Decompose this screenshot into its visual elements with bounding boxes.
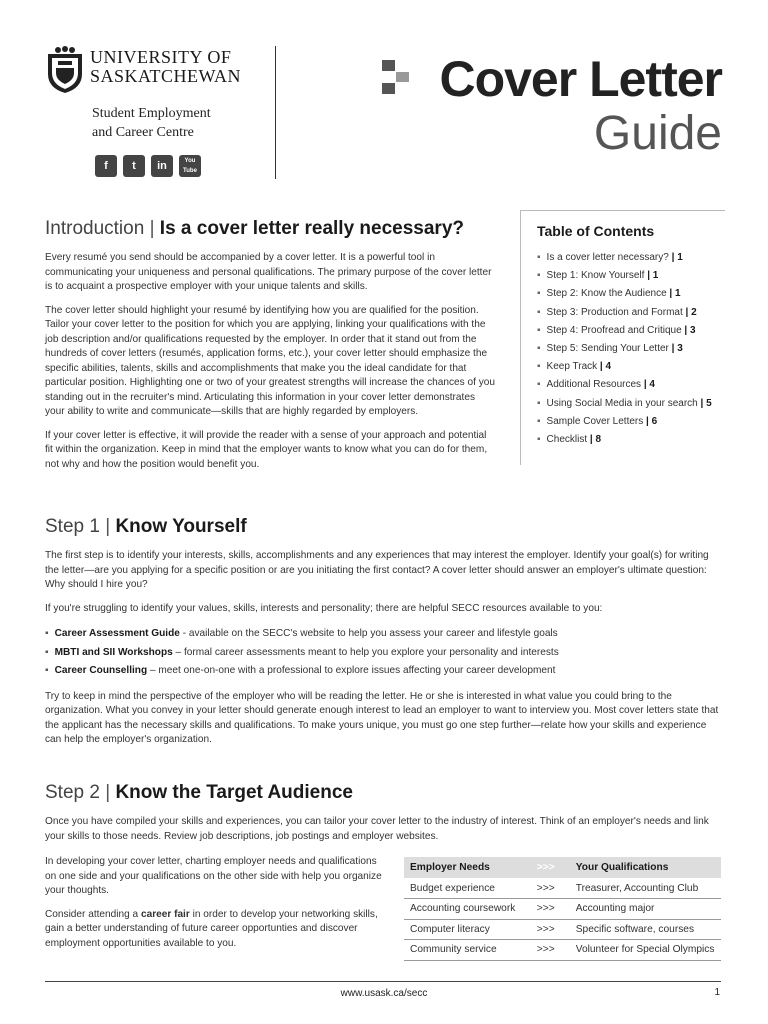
- toc-title: Table of Contents: [537, 223, 655, 239]
- introduction-section: [45, 218, 495, 481]
- header-divider: [275, 46, 276, 179]
- intro-paragraph: The cover letter should highlight your resumé by identifying how you are qualified for the position. Tailor your cover letter to the position for which you are applying, linking your qualifications with the job description and/or qualifications requested by the employer. In order that it stand out from the hundreds of cover letters (resumés, application forms, etc.), your cover letter should emphasize the specific abilities, talents, skills and accomplishments that make you the ideal candidate for that particular position. Highlighting one or two of your greatest strengths will increase the chances of you standing out in the recruiter's mind. Articulating this information in your cover letter demonstrates your ability to write and communicate—skills that are highly regarded by employers.: [45, 304, 495, 417]
- university-crest-icon: [46, 46, 84, 94]
- linkedin-icon[interactable]: in: [151, 155, 173, 177]
- youtube-icon[interactable]: You Tube: [179, 155, 201, 177]
- column-header: >>>: [522, 857, 570, 878]
- step2-paragraph: Consider attending a career fair in order to develop your networking skills, gain a better understanding of future career opportunties and discover employment opportunities available to you.: [45, 908, 378, 949]
- table-row: Accounting coursework >>> Accounting major: [404, 899, 721, 920]
- step1-paragraph: Try to keep in mind the perspective of the employer who will be reading the letter. He or she is interested in what value you could bring to the organization. What you convey in your letter should generate enough interest to lead an employer to want to interview you. Most cover letters state that the applicant has the necessary skills and qualifications. To make yours unique, you must go one step further—relate how your skills and experience can help the employer's organization.: [45, 690, 719, 745]
- table-row: Budget experience >>> Treasurer, Accounting Club: [404, 878, 721, 899]
- toc-item[interactable]: ▪ Using Social Media in your search | 5: [537, 395, 725, 413]
- resources-list: [45, 625, 725, 681]
- audience-table: [404, 857, 721, 961]
- facebook-icon[interactable]: f: [95, 155, 117, 177]
- step1-heading: Step 1 | Know Yourself: [45, 516, 247, 537]
- page-subtitle: Guide: [593, 107, 722, 160]
- step1-section: [45, 516, 725, 757]
- step2-section: [45, 782, 725, 853]
- table-row: Community service >>> Volunteer for Special Olympics: [404, 940, 721, 961]
- introduction-heading: Introduction | Is a cover letter really necessary?: [45, 218, 464, 239]
- page-number: 1: [714, 987, 720, 998]
- step2-paragraph: In developing your cover letter, charting employer needs and qualifications on one side and your qualifications on the other side with help you organize your thoughts.: [45, 856, 382, 896]
- step2-left-column: [45, 855, 385, 960]
- department-name: Student Employment and Career Centre: [92, 106, 211, 140]
- intro-paragraph: If your cover letter is effective, it will provide the reader with a sense of your approach and potential fit within the organization. Keep in mind that the employer wants to know what you can do for them, not why and how the position would benefit you.: [45, 429, 488, 470]
- step2-heading: Step 2 | Know the Target Audience: [45, 782, 353, 803]
- list-item: ▪ MBTI and SII Workshops – formal career assessments meant to help you explore your personality and interests: [45, 644, 725, 663]
- intro-paragraph: Every resumé you send should be accompanied by a cover letter. It is a powerful tool in communicating your uniqueness and personal qualifications. The primary purpose of the cover letter is to acquaint a prospective employer with your unique talents and skills.: [45, 252, 492, 292]
- step2-paragraph: Once you have compiled your skills and experiences, you can tailor your cover letter to the industry of interest. Think of an employer's needs and link your skills to those needs. Review job descriptions, job postings and employer websites.: [45, 816, 709, 842]
- list-item: ▪ Career Assessment Guide - available on the SECC's website to help you assess your career and lifestyle goals: [45, 625, 725, 644]
- toc-item[interactable]: ▪ Is a cover letter necessary? | 1: [537, 249, 725, 267]
- step1-paragraph: The first step is to identify your interests, skills, accomplishments and any experiences that may interest the employer. Identify your goal(s) for writing the letter—are you applying for a specific position or are you initiating the first contact? A cover letter should answer an employer's ultimate question: Why should I hire you?: [45, 550, 709, 590]
- footer-url[interactable]: www.usask.ca/secc: [340, 988, 428, 999]
- table-header-row: [404, 857, 721, 878]
- social-links: [95, 155, 201, 177]
- toc-item[interactable]: ▪ Step 4: Proofread and Critique | 3: [537, 322, 725, 340]
- toc-item[interactable]: ▪ Checklist | 8: [537, 431, 725, 449]
- column-header: Employer Needs: [404, 857, 522, 878]
- toc-item[interactable]: ▪ Step 5: Sending Your Letter | 3: [537, 340, 725, 358]
- footer-divider: [45, 981, 721, 982]
- toc-item[interactable]: ▪ Additional Resources | 4: [537, 376, 725, 394]
- table-of-contents: [520, 210, 725, 465]
- list-item: ▪ Career Counselling – meet one-on-one with a professional to explore issues affecting your career development: [45, 662, 725, 681]
- step1-paragraph: If you're struggling to identify your values, skills, interests and personality; there are helpful SECC resources available to you:: [45, 602, 603, 614]
- toc-item[interactable]: ▪ Step 1: Know Yourself | 1: [537, 267, 725, 285]
- table-row: Computer literacy >>> Specific software, courses: [404, 919, 721, 940]
- toc-item[interactable]: ▪ Step 2: Know the Audience | 1: [537, 285, 725, 303]
- toc-item[interactable]: ▪ Step 3: Production and Format | 2: [537, 304, 725, 322]
- page-header: [0, 0, 768, 200]
- university-name: UNIVERSITY OF SASKATCHEWAN: [90, 47, 242, 86]
- twitter-icon[interactable]: t: [123, 155, 145, 177]
- title-mark-icon: [382, 60, 410, 94]
- page-title: Cover Letter: [439, 51, 722, 107]
- column-header: Your Qualifications: [570, 857, 721, 878]
- toc-item[interactable]: ▪ Sample Cover Letters | 6: [537, 413, 725, 431]
- toc-item[interactable]: ▪ Keep Track | 4: [537, 358, 725, 376]
